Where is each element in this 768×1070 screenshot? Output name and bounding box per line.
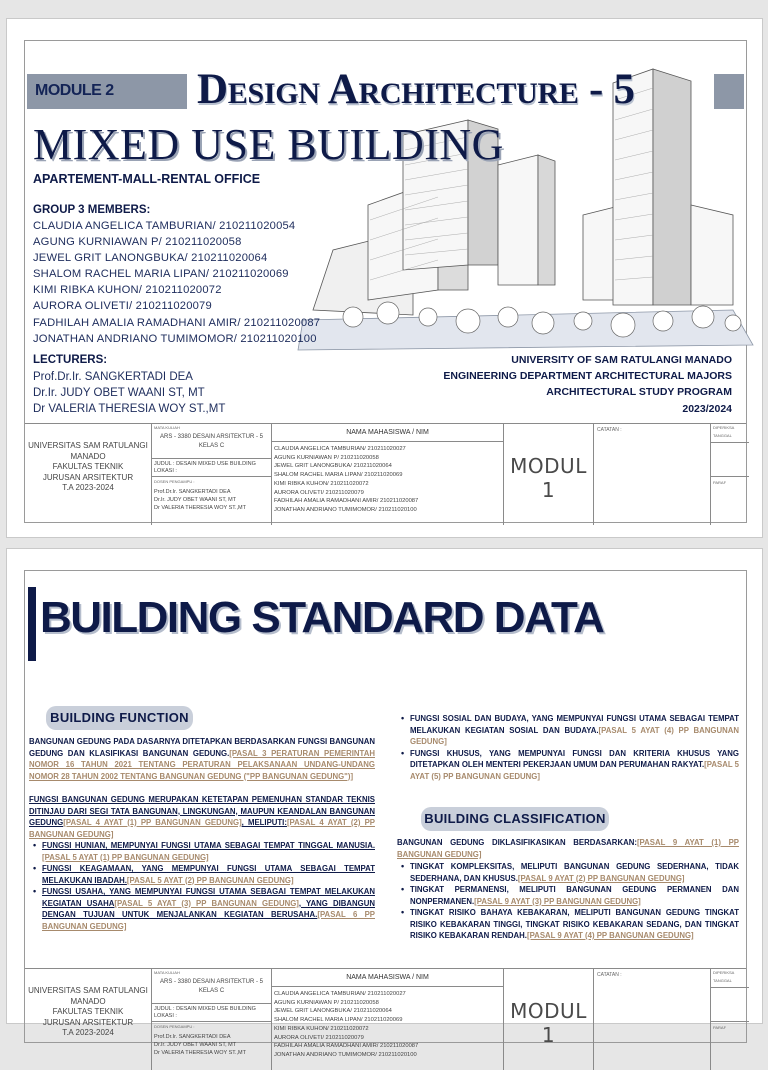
list-item [397,907,739,942]
list-item: FADHILAH AMALIA RAMADHANI AMIR/ 210211020087 [33,316,321,329]
tb-univ-line: T.A 2023-2024 [62,1028,114,1037]
title-block-course [152,424,272,525]
reference: [PASAL 3 PERATURAN PEMERINTAH NOMOR 16 TAHUN 2021 TENTANG PERATURAN PELAKSANAAN UNDANG-UNDANG NOMOR 28 TAHUN 2002 TENTANG BANGUNAN GEDUNG ("PP BANGUNAN GEDUNG")] [29,748,375,781]
title-block-modul [504,424,594,525]
tb-univ-line: JURUSAN ARSITEKTUR [42,1017,134,1027]
university-info [443,354,732,419]
group-heading: GROUP 3 MEMBERS: [33,204,151,216]
list-item [397,748,739,783]
title-block-students [272,969,504,1070]
judul-label: JUDUL : DESAIN MIXED USE BUILDING [154,1006,256,1012]
module-label: MODULE 2 [35,82,114,99]
reference: [PASAL 9 AYAT (4) PP BANGUNAN GEDUNG] [526,931,694,940]
dosen-tiny-label: DOSEN PENGAMPU : [154,1024,195,1029]
list-item: CLAUDIA ANGELICA TAMBURIAN/ 210211020054 [33,220,296,232]
building-function-text-continued [397,713,739,782]
page-1-frame [24,40,747,523]
course-tiny-label: MATA KULIAH [154,425,180,430]
tb-univ-line: JURUSAN ARSITEKTUR [42,472,134,482]
list-item: JEWEL GRIT LANONGBUKA/ 210211020064 [274,1008,392,1015]
paraf-label: PARAF [713,1025,727,1030]
modul-label: MODUL 1 [510,999,587,1047]
building-function-text [29,736,375,932]
course-info [152,978,271,996]
students-header: NAMA MAHASISWA / NIM [272,969,503,987]
tb-univ-line: MANADO [70,451,106,461]
tanggal-label: TANGGAL [713,978,732,983]
tanggal-label: TANGGAL [713,433,732,438]
list-item: AGUNG KURNIAWAN P/ 210211020058 [274,454,379,461]
dosen-list [154,488,246,512]
title-block-notes [594,424,711,525]
list-item: JONATHAN ANDRIANO TUMIMOMOR/ 210211020100 [33,332,317,345]
building-classification-heading: BUILDING CLASSIFICATION [421,807,609,831]
building-classification-text [397,837,739,942]
course-tiny-label: MATA KULIAH [154,970,180,975]
list-item: KIMI RIBKA KUHON/ 210211020072 [274,480,369,487]
list-item: Prof.Dr.Ir. SANGKERTADI DEA [154,1034,231,1040]
page-2-frame [24,570,747,1058]
list-item: AURORA OLIVETI/ 210211020079 [274,1034,364,1041]
list-item: AGUNG KURNIAWAN P/ 210211020058 [274,999,379,1006]
list-item: CLAUDIA ANGELICA TAMBURIAN/ 210211020027 [274,991,406,997]
students-header: NAMA MAHASISWA / NIM [272,424,503,442]
group-member-list [33,220,320,349]
text: FUNGSI HUNIAN, MEMPUNYAI FUNGSI UTAMA SEBAGAI TEMPAT TINGGAL MANUSIA. [42,841,375,850]
lokasi-label: LOKASI : [154,1013,177,1019]
students-list [274,990,418,1060]
modul-label: MODUL 1 [510,454,587,502]
list-item [29,886,375,932]
tb-univ-line: UNIVERSITAS SAM RATULANGI [28,441,148,450]
title-accent-bar [28,587,36,661]
lecturer-list [33,371,225,419]
title-block [25,968,746,1070]
reference: [PASAL 4 AYAT (2) PP BANGUNAN GEDUNG] [29,818,375,839]
list-item: Dr.Ir. JUDY OBET WAANI ST, MT [154,497,237,503]
course-info [152,433,271,451]
dosen-list [154,1033,246,1057]
project-title: MIXED USE BUILDING [33,120,504,169]
title-block [25,423,746,525]
lokasi-label: LOKASI : [154,468,177,474]
list-item: SHALOM RACHEL MARIA LIPAN/ 210211020069 [33,268,289,281]
list-item: KIMI RIBKA KUHON/ 210211020072 [274,1025,369,1032]
list-item: CLAUDIA ANGELICA TAMBURIAN/ 210211020027 [274,446,406,452]
dosen-tiny-label: DOSEN PENGAMPU : [154,479,195,484]
main-title: Design Architecture - 5 [197,66,635,113]
title-block-university [25,969,152,1070]
module-banner [27,74,187,109]
building-function-heading: BUILDING FUNCTION [46,706,193,730]
course-class: KELAS C [198,988,225,994]
list-item: Dr.Ir. JUDY OBET WAANI ST, MT [154,1042,237,1048]
list-item: Dr VALERIA THERESIA WOY ST.,MT [154,1050,246,1056]
reference: [PASAL 5 AYAT (2) PP BANGUNAN GEDUNG] [126,875,294,885]
reference: [PASAL 5 AYAT (4) PP BANGUNAN GEDUNG] [410,725,739,746]
reference: [PASAL 5 AYAT (5) PP BANGUNAN GEDUNG] [410,760,740,781]
students-list [274,445,418,515]
list-item: AURORA OLIVETI/ 210211020079 [274,489,364,496]
list-item: Prof.Dr.Ir. SANGKERTADI DEA [154,489,231,495]
title-block-approval [711,424,749,525]
list-item [397,861,739,884]
list-item [397,713,739,748]
list-item: JONATHAN ANDRIANO TUMIMOMOR/ 210211020100 [274,1051,417,1058]
text: BANGUNAN GEDUNG DIKLASIFIKASIKAN BERDASARKAN: [397,838,637,847]
paragraph [29,736,375,782]
list-item: FADHILAH AMALIA RAMADHANI AMIR/ 210211020087 [274,498,419,505]
academic-year: 2023/2024 [682,402,732,415]
list-item: FADHILAH AMALIA RAMADHANI AMIR/ 210211020087 [274,1043,419,1050]
text: FUNGSI KEAGAMAAN, YANG MEMPUNYAI FUNGSI UTAMA SEBAGAI TEMPAT MELAKUKAN IBADAH. [42,864,375,885]
title-block-university [25,424,152,525]
list-item: JONATHAN ANDRIANO TUMIMOMOR/ 210211020100 [274,506,417,513]
tb-univ-line: FAKULTAS TEKNIK [52,1007,124,1016]
course-code: ARS - 3380 DESAIN ARSITEKTUR - 5 [159,979,264,985]
list-item [397,884,739,907]
list-item [29,863,375,886]
title-block-modul [504,969,594,1070]
course-code: ARS - 3380 DESAIN ARSITEKTUR - 5 [159,434,264,440]
text: TINGKAT RISIKO BAHAYA KEBAKARAN, MELIPUTI BANGUNAN GEDUNG TINGKAT RISIKO KEBAKARAN TINGGI, TINGKAT RISIKO KEBAKARAN SEDANG, DAN TINGKAT RISIKO KEBAKARAN RENDAH. [410,908,739,940]
text: FUNGSI BANGUNAN GEDUNG MERUPAKAN KETETAPAN PEMENUHAN STANDAR TEKNIS DITINJAU DARI SEGI TATA BANGUNAN, LINGKUNGAN, MAUPUN KEANDALAN BANGUNAN GEDUNG [29,795,375,827]
list-item: Dr VALERIA THERESIA WOY ST.,MT [154,505,246,511]
tb-univ-line: UNIVERSITAS SAM RATULANGI [28,986,148,995]
title-block-notes [594,969,711,1070]
paraf-label: PARAF [713,480,727,485]
judul-label: JUDUL : DESAIN MIXED USE BUILDING [154,461,256,467]
reference: [PASAL 5 AYAT (1) PP BANGUNAN GEDUNG] [42,852,209,862]
project-subtitle: APARTEMENT-MALL-RENTAL OFFICE [33,172,261,186]
list-item [29,840,375,863]
list-item: SHALOM RACHEL MARIA LIPAN/ 210211020069 [274,472,403,479]
list-item: AURORA OLIVETI/ 210211020079 [33,300,212,313]
list-item: AGUNG KURNIAWAN P/ 210211020058 [33,236,242,249]
text: BANGUNAN GEDUNG PADA DASARNYA DITETAPKAN BERDASARKAN FUNGSI BANGUNAN GEDUNG DAN KLASIFIKASI BANGUNAN GEDUNG. [29,737,375,758]
title-block-approval [711,969,749,1070]
study-program: ARCHITECTURAL STUDY PROGRAM [546,386,732,399]
title-block-course [152,969,272,1070]
reference: [PASAL 9 AYAT (2) PP BANGUNAN GEDUNG] [517,873,685,883]
text: , MELIPUTI: [241,818,287,827]
text: FUNGSI SOSIAL DAN BUDAYA, YANG MEMPUNYAI FUNGSI UTAMA SEBAGAI TEMPAT MELAKUKAN KEGIATAN SOSIAL DAN BUDAYA. [410,714,739,735]
list-item: SHALOM RACHEL MARIA LIPAN/ 210211020069 [274,1017,403,1024]
tb-univ-line: FAKULTAS TEKNIK [52,462,124,471]
text: FUNGSI USAHA, YANG MEMPUNYAI FUNGSI UTAMA SEBAGAI TEMPAT MELAKUKAN KEGIATAN USAHA [42,887,375,908]
course-class: KELAS C [198,443,225,449]
text: FUNGSI KHUSUS, YANG MEMPUNYAI FUNGSI DAN KRITERIA KHUSUS YANG DITETAPKAN OLEH MENTERI PEKERJAAN UMUM DAN PERUMAHAN RAKYAT. [410,748,739,769]
diperiksa-label: DIPERIKSA [713,970,735,975]
catatan-label: CATATAN : [597,972,622,978]
catatan-label: CATATAN : [597,427,622,433]
department-name: ENGINEERING DEPARTMENT ARCHITECTURAL MAJORS [443,370,732,383]
tb-univ-line: MANADO [70,996,106,1006]
text: TINGKAT KOMPLEKSITAS, MELIPUTI BANGUNAN GEDUNG SEDERHANA, TIDAK SEDERHANA, DAN KHUSUS. [410,862,739,883]
list-item: Prof.Dr.Ir. SANGKERTADI DEA [33,371,193,383]
list-item: JEWEL GRIT LANONGBUKA/ 210211020064 [33,252,268,265]
document-page-2 [6,548,763,1058]
document-page-1 [6,18,763,538]
reference: [PASAL 9 AYAT (1) PP BANGUNAN GEDUNG] [397,838,739,859]
title-block-students [272,424,504,525]
page-title: BUILDING STANDARD DATA [40,593,604,642]
diperiksa-label: DIPERIKSA [713,425,735,430]
reference: [PASAL 4 AYAT (1) PP BANGUNAN GEDUNG] [63,818,242,827]
function-list [29,840,375,932]
paragraph [397,837,739,860]
university-name: UNIVERSITY OF SAM RATULANGI MANADO [511,354,732,366]
paragraph [29,794,375,840]
reference: [PASAL 6 PP BANGUNAN GEDUNG] [42,910,375,931]
list-item: KIMI RIBKA KUHON/ 210211020072 [33,284,222,297]
list-item: Dr.Ir. JUDY OBET WAANI ST, MT [33,387,205,399]
list-item: JEWEL GRIT LANONGBUKA/ 210211020064 [274,463,392,470]
text: , YANG DIBANGUN DENGAN TUJUAN UNTUK MENJALANKAN KEGIATAN BERUSAHA. [42,898,375,919]
list-item: Dr VALERIA THERESIA WOY ST.,MT [33,403,226,415]
reference: [PASAL 9 AYAT (3) PP BANGUNAN GEDUNG] [474,896,641,906]
tb-univ-line: T.A 2023-2024 [62,483,114,492]
lecturers-heading: LECTURERS: [33,354,108,366]
function-list-continued [397,713,739,782]
reference: [PASAL 5 AYAT (3) PP BANGUNAN GEDUNG] [114,898,299,908]
text: TINGKAT PERMANENSI, MELIPUTI BANGUNAN GEDUNG PERMANEN DAN NONPERMANEN. [410,885,739,906]
classification-list [397,861,739,942]
